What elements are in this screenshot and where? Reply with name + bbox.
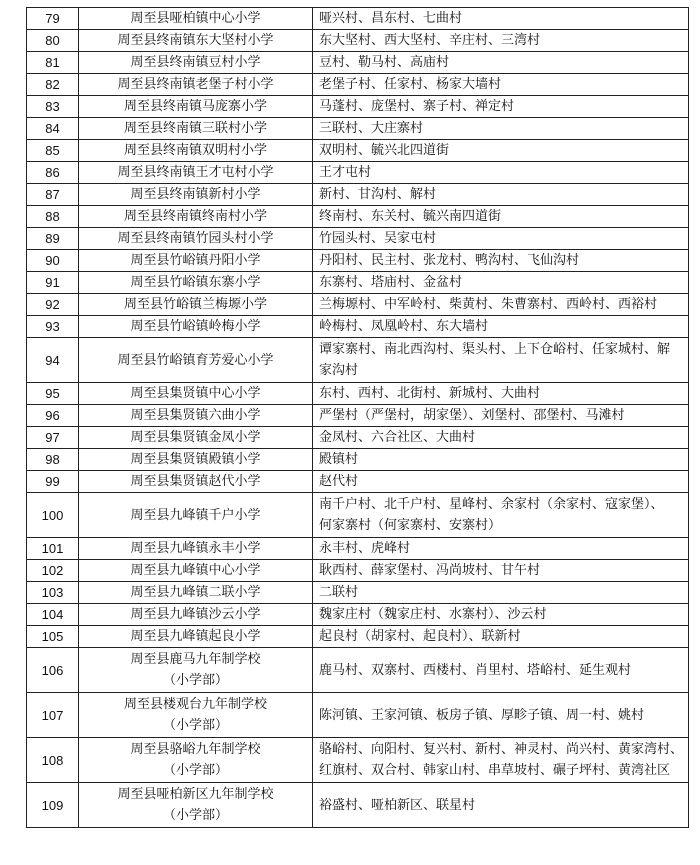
row-number: 89 [27,228,79,250]
service-area-line: 红旗村、双合村、韩家山村、串草坡村、碾子坪村、黄湾社区 [319,763,671,778]
service-area-cell: 马蓬村、庞堡村、寨子村、禅定村 [313,96,689,118]
row-number: 98 [27,449,79,471]
service-area-line: 南千户村、北千户村、星峰村、余家村（余家村、寇家堡）、 [319,497,664,512]
row-number: 82 [27,74,79,96]
row-number: 86 [27,162,79,184]
service-area-cell: 兰梅塬村、中军岭村、柴黄村、朱曹寨村、西岭村、西裕村 [313,294,689,316]
table-row [27,118,689,140]
school-name-cell: 周至县竹峪镇丹阳小学 [79,250,313,272]
row-number: 99 [27,471,79,493]
row-number: 92 [27,294,79,316]
service-area-cell: 终南村、东关村、毓兴南四道街 [313,206,689,228]
school-name-cell [79,693,313,738]
service-area-cell: 鹿马村、双寨村、西楼村、肖里村、塔峪村、延生观村 [313,648,689,693]
school-name-line: （小学部） [162,718,228,733]
school-name-cell: 周至县竹峪镇岭梅小学 [79,316,313,338]
service-area-cell: 金凤村、六合社区、大曲村 [313,427,689,449]
row-number: 90 [27,250,79,272]
school-name-line: （小学部） [162,673,228,688]
row-number: 100 [27,493,79,538]
table-row [27,648,689,693]
school-name-cell: 周至县集贤镇六曲小学 [79,405,313,427]
table-row [27,316,689,338]
school-name-cell: 周至县九峰镇沙云小学 [79,604,313,626]
school-name-cell: 周至县终南镇三联村小学 [79,118,313,140]
row-number: 79 [27,8,79,30]
service-area-cell: 东村、西村、北街村、新城村、大曲村 [313,383,689,405]
school-name-cell: 周至县集贤镇金凤小学 [79,427,313,449]
service-area-cell: 赵代村 [313,471,689,493]
table-row [27,338,689,383]
table-row [27,30,689,52]
table-row [27,96,689,118]
service-area-cell: 东寨村、塔庙村、金盆村 [313,272,689,294]
table-body [27,8,689,828]
service-area-line: 骆峪村、向阳村、复兴村、新村、神灵村、尚兴村、黄家湾村、 [319,742,684,757]
school-name-cell: 周至县终南镇马庞寨小学 [79,96,313,118]
school-name-cell: 周至县竹峪镇育芳爱心小学 [79,338,313,383]
school-name-cell: 周至县集贤镇赵代小学 [79,471,313,493]
row-number: 88 [27,206,79,228]
row-number: 104 [27,604,79,626]
service-area-cell: 双明村、毓兴北四道街 [313,140,689,162]
service-area-cell: 哑兴村、昌东村、七曲村 [313,8,689,30]
service-area-cell: 魏家庄村（魏家庄村、水寨村）、沙云村 [313,604,689,626]
table-row [27,582,689,604]
school-name-cell: 周至县终南镇终南村小学 [79,206,313,228]
service-area-cell: 耿西村、薛家堡村、冯尚坡村、甘午村 [313,560,689,582]
school-name-cell [79,738,313,783]
school-name-line: （小学部） [162,763,228,778]
service-area-cell: 东大坚村、西大坚村、辛庄村、三湾村 [313,30,689,52]
row-number: 106 [27,648,79,693]
table-row [27,471,689,493]
table-row [27,405,689,427]
table-row [27,538,689,560]
table-row [27,162,689,184]
row-number: 101 [27,538,79,560]
school-name-cell: 周至县终南镇王才屯村小学 [79,162,313,184]
service-area-cell: 起良村（胡家村、起良村）、联新村 [313,626,689,648]
row-number: 85 [27,140,79,162]
table-row [27,228,689,250]
table-row [27,560,689,582]
service-area-cell: 裕盛村、哑柏新区、联星村 [313,783,689,828]
row-number: 103 [27,582,79,604]
table-row [27,140,689,162]
table-row [27,272,689,294]
school-name-cell: 周至县九峰镇起良小学 [79,626,313,648]
school-name-cell: 周至县终南镇豆村小学 [79,52,313,74]
row-number: 83 [27,96,79,118]
row-number: 87 [27,184,79,206]
school-name-cell: 周至县九峰镇中心小学 [79,560,313,582]
service-area-line: 何家寨村（何家寨村、安寨村） [319,518,502,533]
table-row [27,626,689,648]
service-area-cell [313,738,689,783]
school-name-cell: 周至县哑柏镇中心小学 [79,8,313,30]
service-area-cell: 陈河镇、王家河镇、板房子镇、厚畛子镇、周一村、姚村 [313,693,689,738]
school-name-cell: 周至县终南镇双明村小学 [79,140,313,162]
school-name-cell: 周至县终南镇新村小学 [79,184,313,206]
table-row [27,250,689,272]
school-name-line: （小学部） [162,808,228,823]
row-number: 109 [27,783,79,828]
service-area-line: 谭家寨村、南北西沟村、渠头村、上下仓峪村、任家城村、解 [319,342,671,357]
school-name-cell: 周至县终南镇东大坚村小学 [79,30,313,52]
table-row [27,783,689,828]
service-area-cell: 新村、甘沟村、解村 [313,184,689,206]
school-name-cell [79,783,313,828]
table-row [27,693,689,738]
service-area-cell: 豆村、勒马村、高庙村 [313,52,689,74]
row-number: 94 [27,338,79,383]
school-zone-table [26,7,689,828]
service-area-cell: 王才屯村 [313,162,689,184]
table-row [27,738,689,783]
row-number: 81 [27,52,79,74]
row-number: 91 [27,272,79,294]
table-row [27,493,689,538]
row-number: 96 [27,405,79,427]
service-area-cell [313,338,689,383]
row-number: 97 [27,427,79,449]
service-area-cell: 严堡村（严堡村，胡家堡）、刘堡村、邵堡村、马滩村 [313,405,689,427]
row-number: 108 [27,738,79,783]
school-name-cell: 周至县终南镇竹园头村小学 [79,228,313,250]
table-row [27,52,689,74]
school-name-cell: 周至县集贤镇中心小学 [79,383,313,405]
school-name-cell: 周至县竹峪镇东寨小学 [79,272,313,294]
school-name-cell: 周至县九峰镇二联小学 [79,582,313,604]
school-name-cell: 周至县终南镇老堡子村小学 [79,74,313,96]
service-area-cell: 三联村、大庄寨村 [313,118,689,140]
table-row [27,8,689,30]
service-area-cell: 老堡子村、任家村、杨家大墙村 [313,74,689,96]
school-name-cell: 周至县九峰镇千户小学 [79,493,313,538]
school-name-line: 周至县鹿马九年制学校 [130,652,261,667]
school-name-cell: 周至县九峰镇永丰小学 [79,538,313,560]
row-number: 107 [27,693,79,738]
row-number: 93 [27,316,79,338]
school-name-line: 周至县哑柏新区九年制学校 [117,787,274,802]
service-area-cell [313,493,689,538]
school-name-line: 周至县骆峪九年制学校 [130,742,261,757]
row-number: 102 [27,560,79,582]
service-area-cell: 二联村 [313,582,689,604]
service-area-cell: 殿镇村 [313,449,689,471]
service-area-cell: 岭梅村、凤凰岭村、东大墙村 [313,316,689,338]
service-area-cell: 永丰村、虎峰村 [313,538,689,560]
table-row [27,449,689,471]
school-name-cell: 周至县集贤镇殿镇小学 [79,449,313,471]
service-area-cell: 竹园头村、吴家屯村 [313,228,689,250]
table-row [27,383,689,405]
row-number: 80 [27,30,79,52]
table-row [27,294,689,316]
service-area-line: 家沟村 [319,363,359,378]
table-row [27,74,689,96]
service-area-cell: 丹阳村、民主村、张龙村、鸭沟村、飞仙沟村 [313,250,689,272]
row-number: 95 [27,383,79,405]
school-name-cell: 周至县竹峪镇兰梅塬小学 [79,294,313,316]
row-number: 105 [27,626,79,648]
school-name-line: 周至县楼观台九年制学校 [123,697,267,712]
school-name-cell [79,648,313,693]
table-row [27,427,689,449]
table-row [27,604,689,626]
table-row [27,206,689,228]
row-number: 84 [27,118,79,140]
table-row [27,184,689,206]
